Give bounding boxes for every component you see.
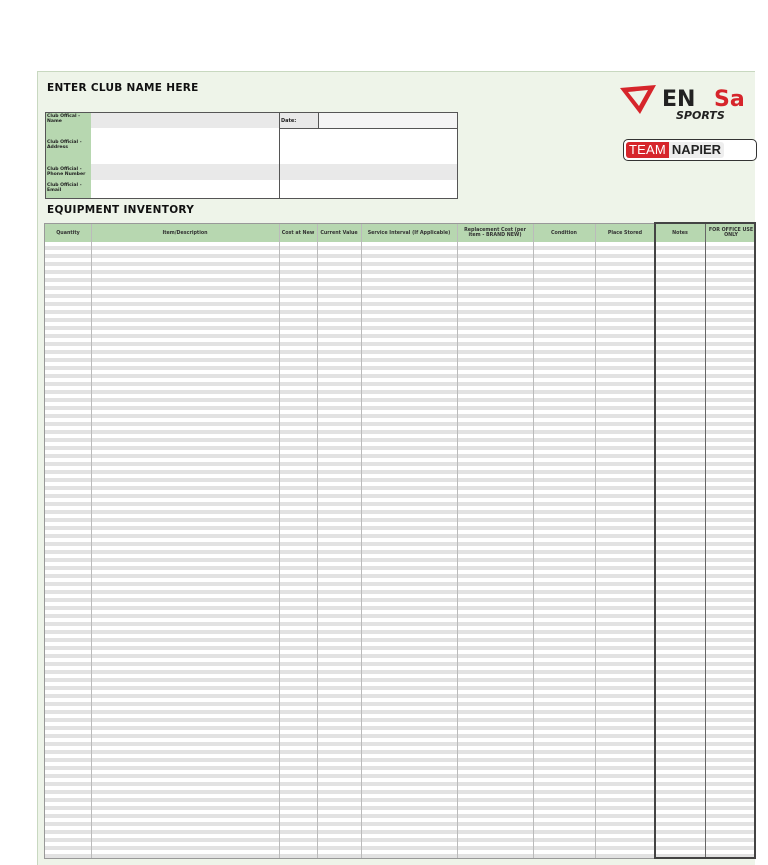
notes-office-box	[654, 222, 756, 859]
column-divider	[533, 224, 534, 859]
ensa-sports-logo	[618, 82, 758, 122]
col-condition: Condition	[551, 230, 577, 236]
col-office-use: FOR OFFICE USE ONLY	[708, 228, 754, 238]
col-current-value: Current Value	[320, 230, 358, 236]
official-address-label: Club Official - Address	[46, 128, 91, 164]
club-official-table	[45, 112, 458, 199]
col-replacement-cost: Replacement Cost (per item - BRAND NEW)	[464, 228, 526, 238]
team-napier-logo	[623, 139, 757, 161]
official-name-field[interactable]	[91, 113, 279, 128]
napier-text: NAPIER	[669, 142, 724, 158]
column-divider	[91, 224, 92, 859]
club-name-heading[interactable]: ENTER CLUB NAME HERE	[47, 82, 199, 94]
column-header-row	[45, 224, 755, 243]
inventory-sheet	[37, 71, 755, 865]
official-phone-label: Club Official - Phone Number	[46, 164, 91, 180]
col-service-interval: Service Interval (If Applicable)	[367, 230, 451, 236]
col-cost-at-new: Cost at New	[281, 230, 315, 236]
col-item-description: Item/Description	[162, 230, 208, 236]
section-title: EQUIPMENT INVENTORY	[47, 204, 195, 216]
column-divider	[595, 224, 596, 859]
info-divider	[279, 113, 280, 198]
info-stripe	[279, 164, 457, 180]
team-text: TEAM	[626, 142, 669, 158]
official-email-field[interactable]	[91, 180, 279, 198]
official-address-field[interactable]	[91, 128, 279, 164]
column-divider	[361, 224, 362, 859]
ensa-sports-text: SPORTS	[676, 109, 725, 122]
date-label: Date:	[281, 118, 297, 124]
inventory-grid	[44, 223, 756, 859]
column-divider	[279, 224, 280, 859]
ensa-sa-text: Sa	[714, 87, 745, 112]
column-divider	[457, 224, 458, 859]
inventory-rows[interactable]	[45, 242, 755, 859]
ensa-en-text: EN	[662, 87, 696, 112]
col-place-stored: Place Stored	[607, 230, 643, 236]
official-email-label: Club Official - Email	[46, 180, 91, 198]
column-divider	[317, 224, 318, 859]
col-quantity: Quantity	[56, 230, 80, 236]
col-notes: Notes	[672, 230, 688, 236]
date-divider	[318, 113, 319, 128]
date-field[interactable]	[318, 113, 457, 128]
official-name-label: Club Offical - Name	[46, 113, 91, 128]
official-phone-field[interactable]	[91, 164, 279, 180]
